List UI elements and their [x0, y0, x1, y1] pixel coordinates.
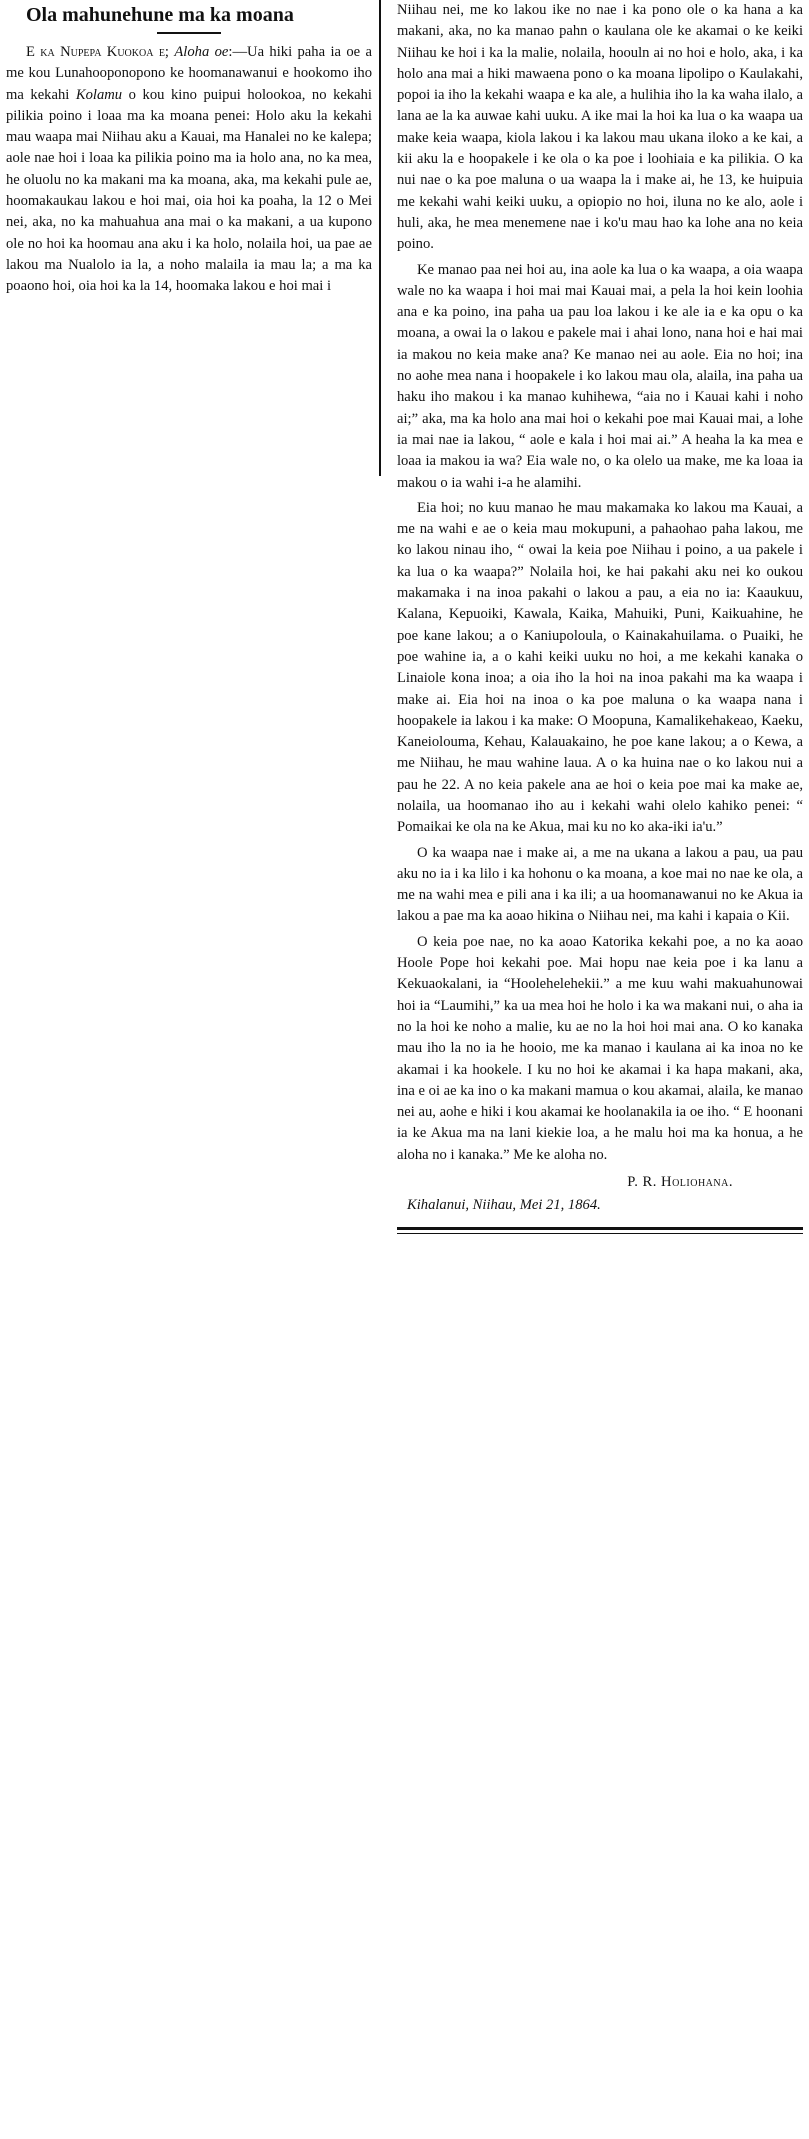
- column-left: [2, 0, 376, 298]
- paragraph: Niihau nei, me ko lakou ike no nae i ka pono ole o ka hana a ka makani, aka, no ka manao pahn o kaulana ole ke akamai o ke keiki Niihau ke hoi i ka la malie, nolaila, hoouln ai no hoi e holo, aka, i ka holo ana mai a hiki mawaena pono o ka moana lipolipo o Kaulakahi, popoi ia iho la kekahi waapa e ka ale, a hulihia iho la ka waha ilalo, a lana ae la ka auwae kahi uuku. A ike mai la hoi ka lua o ka waapa ua make keia waapa, kiola lakou i ka lakou mau ukana iloko a ke kai, a kii aku la e hoopakele i ke ola o ka poe i loohiaia e ka pilikia. O ka nui nae o ka poe maluna o ua waapa la i make ai, he 13, ke huipuia me kekahi wahi keiki uuku, a opiopio no hoi, iluna no ke alo, aole i huli, aka, he mea menemene nae i ko'u mau hao ka lohe ana no keia poino.: [397, 2, 803, 253]
- paragraph: Eia hoi; no kuu manao he mau makamaka ko lakou ma Kauai, a me na wahi e ae o keia mau mokupuni, a pahaohao paha lakou, me ko lakou ninau iho, “ owai la keia poe Niihau i poino, a ua pakele i ka lua o ka waapa?” Nolaila hoi, ke hai pakahi aku nei ko oukou makamaka i na inoa pakahi o lakou a pau, a eia no ia: Kaaukuu, Kalana, Kepuoiki, Kawala, Kaika, Mahuiki, Puni, Kaikuahine, he poe kane lakou; a o Kaniupoloula, o Kainakahuilama. o Puaiki, he poe wahine ia, a o kahi keiki uuku no hoi, a me kekahi kanaka o Linaiole kona inoa; a oia iho la hoi na inoa pakahi ma ka waapa i make ai. Eia hoi na inoa o ka poe maluna o ka waapa nana i hoopakele ia lakou i ka make: O Moopuna, Kamalikehakeao, Kaeku, Kaneiolouma, Kehau, Kalauakaino, he poe kane lakou; a o Kewa, a me Niihau, he mau wahine laua. A o ka huina nae o ko lakou nui a pau he 22. A no keia pakele ana ae hoi o keia poe mai ka make ae, nolaila, ua hoomanao iho au i kekahi wahi olelo kahiko penei: “ Pomaikai ke ola na ke Akua, mai ku no ko aka-iki ia'u.”: [397, 499, 803, 836]
- column-divider: [379, 0, 381, 476]
- paragraph: E ka Nupepa Kuokoa e; Aloha oe:—Ua hiki paha ia oe a me kou Lunahooponopono ke hoomanawanui e hookomo iho ma kekahi Kolamu o kou kino puipui holookoa, no kekahi pilikia poino i loaa ma ka moana penei: Holo aku la kekahi mau waapa mai Niihau aku a Kauai, ma Hanalei no ke kalepa; aole nae hoi i loaa ka pilikia poino ma ia holo ana, no ka mea, he oluolu no ka makani ma ka moana, aka, ma kekahi pule ae, hoomakaukau lakou e hoi mai, oia hoi ka poaha, la 12 o Mei nei, aka, no ka mahuahua ana mai o ka makani, a ua kupono ole no hoi ka hoomau ana aku i ka holo, nolaila hoi, ua pae ae lakou ma Nualolo ia la, a noho malaila ia mau la; a ma ka poaono hoi, oia hoi ka la 14, hoomaka lakou e hoi mai i: [6, 44, 372, 295]
- salutation: E ka Nupepa Kuokoa e;: [26, 44, 169, 60]
- author-signature: P. R. Holiohana.: [627, 1174, 733, 1191]
- greeting: Aloha oe: [174, 44, 229, 60]
- paragraph: O ka waapa nae i make ai, a me na ukana a lakou a pau, ua pau aku no ia i ka lilo i ka hohonu o ka moana, a koe mai no nae ke ola, a me na wahi mea e pili ana i ka ili; a ua hoomanawanui no ke Akua ia lakou a pae ma ka aoao hikina o Niihau nei, ma kahi i kapaia o Kii.: [397, 844, 803, 925]
- paragraph: O keia poe nae, no ka aoao Katorika kekahi poe, a no ka aoao Hoole Pope hoi kekahi poe. Mai hopu nae keia poe i ka lanu a Kekuaokalani, ia “Hoolehelehekii.” a me kuu wahi makuahunowai hoi ia “Laumihi,” ka ua mea hoi he holo i ka wa makani nui, o aha ia no la hoi ke noho a malie, ku ae no la hoi hoi mai ana. O ko kanaka mau iho la no ia he hooio, me ka manao i kaulana ai ka inoa no ke akamai i ka hookele. I ku no hoi ke akamai i ka hapa makani, aka, ina e oi ae ka ino o ka makani mamua o kou akamai, alaila, ke manao nei au, aohe e hiki i kou akamai ke hoolanakila ia oe iho. “ E hoonani ia ke Akua ma na lani kiekie loa, a he malu hoi ma ka honua, a he aloha no i kanaka.” Me ke aloha no.: [397, 933, 803, 1163]
- column-right: [387, 0, 807, 1234]
- article-title: Ola mahunehune ma ka moana: [26, 4, 294, 26]
- paragraph: Ke manao paa nei hoi au, ina aole ka lua o ka waapa, a oia waapa wale no ka waapa i hoi mai mai Kauai mai, a pela la hoi kein loohia ana e ka poino, ina paha ua pau loa lakou i ke ale ia e ka opu o ka moana, a owai la o lakou e pakele mai i ahai lono, nana hoi e hai mai ia makou no keia make ana? Ke manao nei au aole. Eia no hoi; ina no aohe mea nana i hoopakele i ko lakou mau ola, alaila, ina paha ua haku iho makou i ka manao kuhihewa, “aia no i Kauai kahi i noho ai;” aka, ma ka holo ana mai hoi o kekahi poe mai Kauai mai, a lohe ia mai nae ia lakou, “ aole e kala i hoi mai ai.” A heaha la ka mea e loaa ia makou ia wa? Eia wale no, o ka olelo ua make, me ka loaa ia makou o ia wahi i-a he alamihi.: [397, 261, 803, 491]
- title-rule: [157, 32, 221, 34]
- dateline: Kihalanui, Niihau, Mei 21, 1864.: [407, 1197, 601, 1214]
- footer-rule: [397, 1227, 803, 1234]
